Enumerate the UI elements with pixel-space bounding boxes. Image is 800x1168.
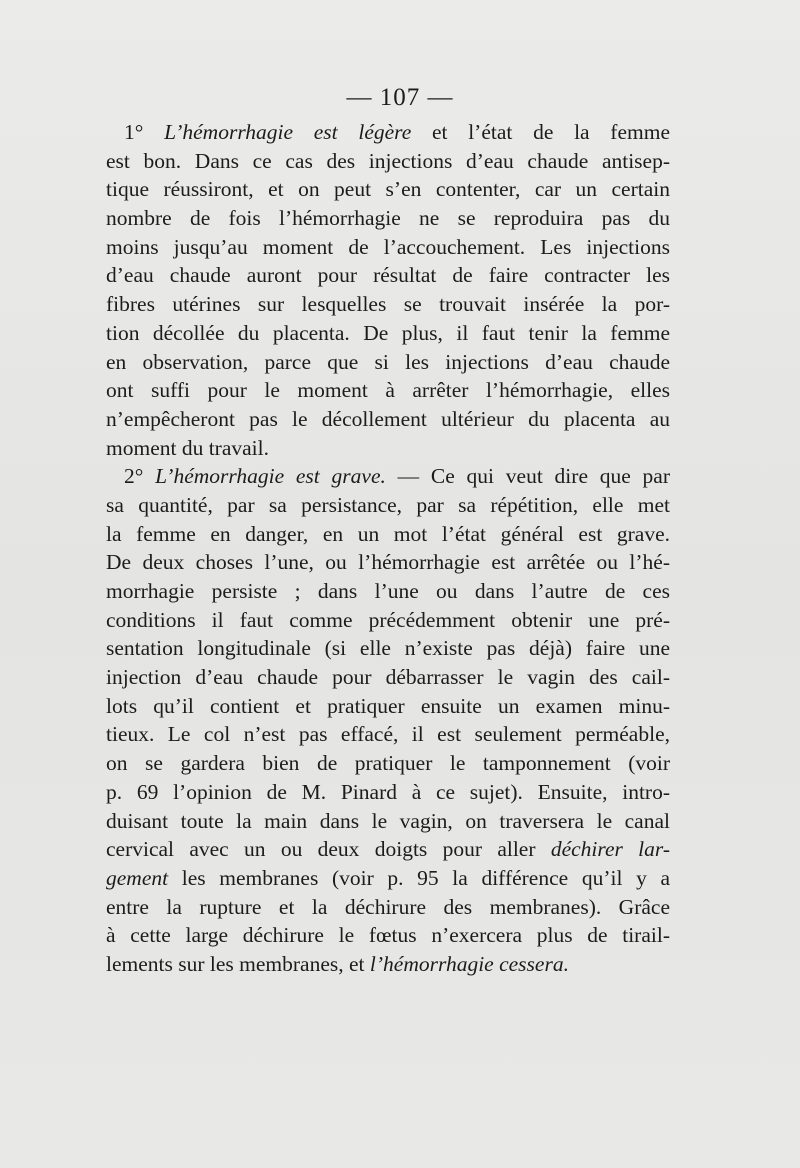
italic-phrase: L’hémorrhagie est légère xyxy=(164,120,412,144)
text-line: duisant toute la main dans le vagin, on traversera le canal xyxy=(106,808,670,833)
text-line: sentation longitudinale (si elle n’existe pas déjà) faire une xyxy=(106,636,670,661)
text-line: De deux choses l’une, ou l’hémorrhagie est arrêtée ou l’hé- xyxy=(106,550,670,575)
text-line: sa quantité, par sa persistance, par sa répétition, elle met xyxy=(106,492,670,517)
text-line: est bon. Dans ce cas des injections d’eau chaude antisep- xyxy=(106,148,670,173)
text-line: ont suffi pour le moment à arrêter l’hémorrhagie, elles xyxy=(106,378,670,403)
text-line: injection d’eau chaude pour débarrasser le vagin des cail- xyxy=(106,665,670,690)
text-line: nombre de fois l’hémorrhagie ne se reproduira pas du xyxy=(106,206,670,231)
text-line: 1° L’hémorrhagie est légère et l’état de la femme xyxy=(124,120,670,144)
paragraph-2 xyxy=(106,462,670,978)
italic-phrase: déchirer lar- xyxy=(550,837,670,862)
text-line: cervical avec un ou deux doigts pour aller déchirer lar- xyxy=(106,837,670,862)
text-line: à cette large déchirure le fœtus n’exercera plus de tirail- xyxy=(106,923,670,948)
text-line: gement les membranes (voir p. 95 la différence qu’il y a xyxy=(106,865,670,890)
text-line: en observation, parce que si les injections d’eau chaude xyxy=(106,349,670,374)
italic-phrase: l’hémorrhagie cessera. xyxy=(369,951,569,976)
text-line: p. 69 l’opinion de M. Pinard à ce sujet). Ensuite, intro- xyxy=(106,779,670,804)
text-line: lots qu’il contient et pratiquer ensuite un examen minu- xyxy=(106,693,670,718)
page-number: — 107 — xyxy=(346,84,454,111)
text-line: moins jusqu’au moment de l’accouchement. Les injections xyxy=(106,234,670,259)
body-text xyxy=(106,118,670,979)
text-line: n’empêcheront pas le décollement ultérieur du placenta au xyxy=(106,406,670,431)
italic-phrase: L’hémorrhagie est grave. xyxy=(155,464,386,489)
text-line: on se gardera bien de pratiquer le tamponnement (voir xyxy=(106,751,670,776)
italic-phrase: gement xyxy=(106,865,169,890)
text-line: tieux. Le col n’est pas effacé, il est seulement perméable, xyxy=(106,722,670,747)
text-line: la femme en danger, en un mot l’état général est grave. xyxy=(106,521,670,546)
text-line: morrhagie persiste ; dans l’une ou dans l’autre de ces xyxy=(106,579,670,603)
text-line: 2° L’hémorrhagie est grave. — Ce qui veut dire que par xyxy=(124,464,671,489)
text-line: tique réussiront, et on peut s’en contenter, car un certain xyxy=(106,177,670,202)
text-line: entre la rupture et la déchirure des membranes). Grâce xyxy=(106,894,670,919)
text-line: lements sur les membranes, et l’hémorrhagie cessera. xyxy=(106,951,569,976)
text-line: fibres utérines sur lesquelles se trouvait insérée la por- xyxy=(106,292,670,317)
text-line: tion décollée du placenta. De plus, il faut tenir la femme xyxy=(106,320,670,345)
text-line: moment du travail. xyxy=(106,435,270,460)
paragraph-1 xyxy=(106,118,670,462)
text-line: d’eau chaude auront pour résultat de faire contracter les xyxy=(106,263,670,288)
text-line: conditions il faut comme précédemment obtenir une pré- xyxy=(106,607,670,632)
